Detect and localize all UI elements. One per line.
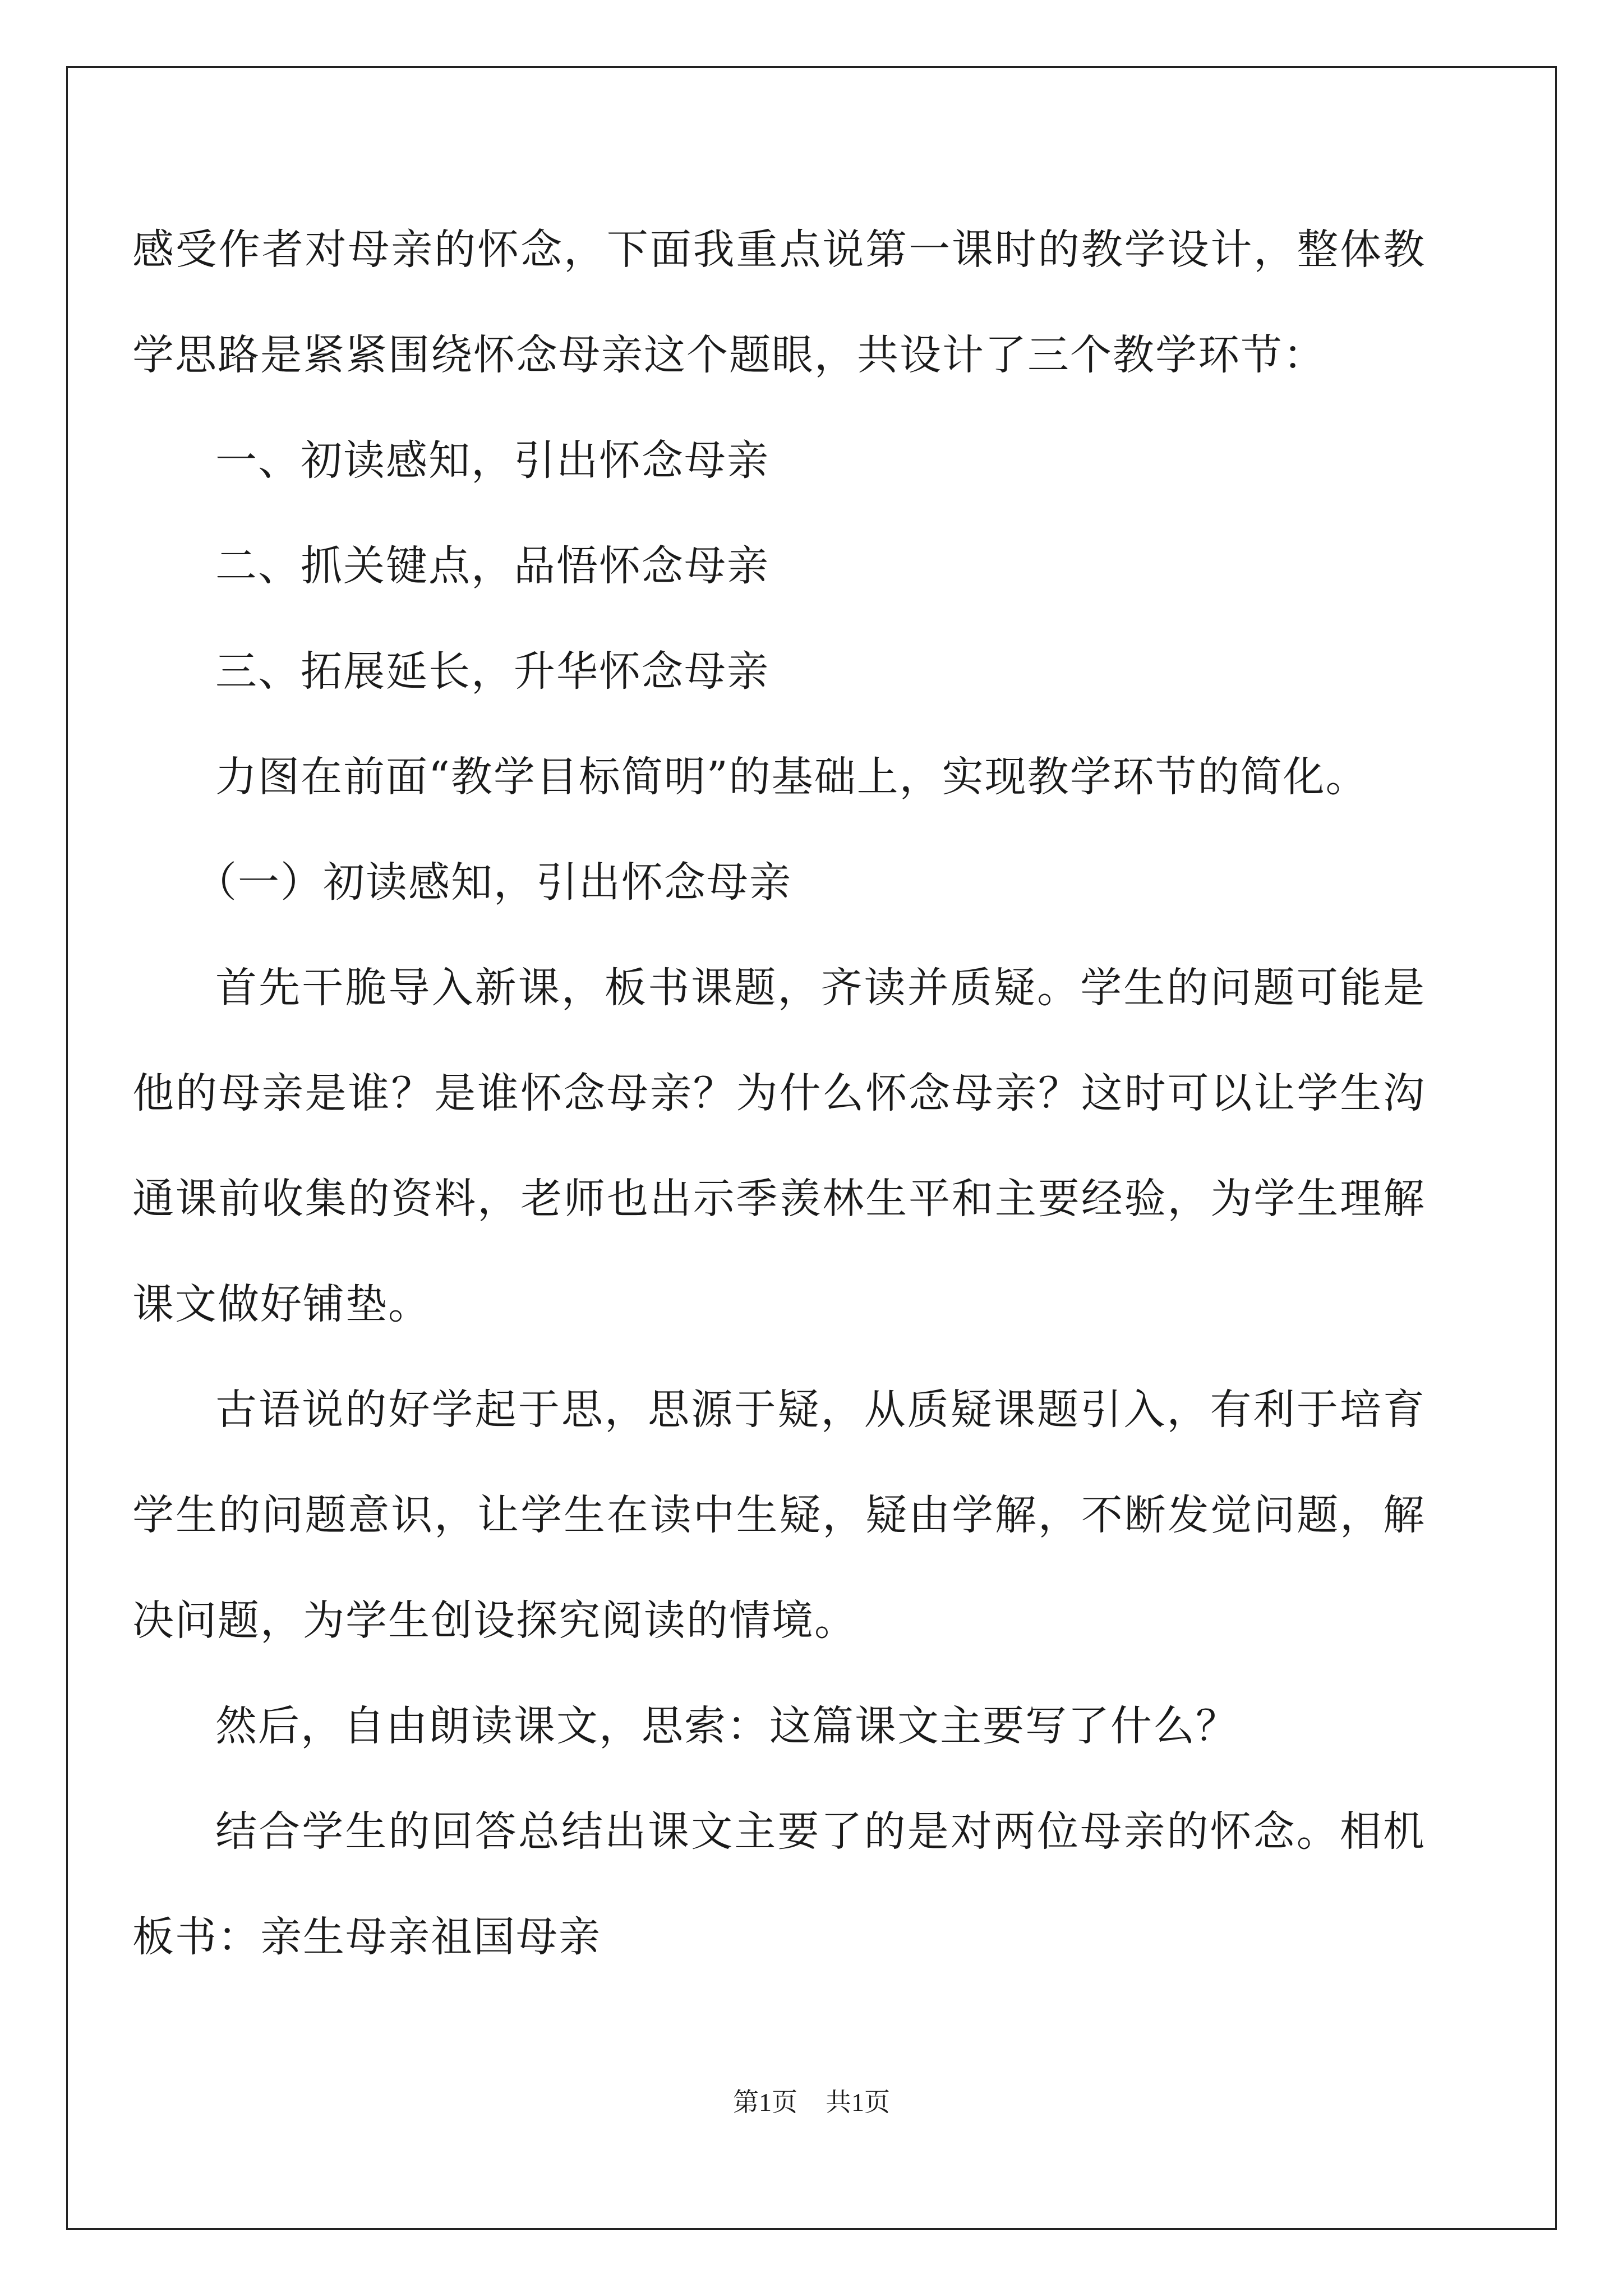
list-item-1: 一、初读感知，引出怀念母亲 — [215, 436, 769, 485]
text-line: 通课前收集的资料，老师也出示季羡林生平和主要经验，为学生理解 — [132, 1175, 1426, 1223]
page-footer — [0, 2086, 1623, 2119]
text-line: 结合学生的回答总结出课文主要了的是对两位母亲的怀念。相机 — [215, 1807, 1426, 1856]
text-line: 古语说的好学起于思，思源于疑，从质疑课题引入，有利于培育 — [215, 1386, 1426, 1434]
list-item-3: 三、拓展延长，升华怀念母亲 — [215, 647, 769, 696]
list-item-2: 二、抓关键点，品悟怀念母亲 — [215, 542, 769, 590]
text-line: 他的母亲是谁？是谁怀念母亲？为什么怀念母亲？这时可以让学生沟 — [132, 1069, 1426, 1117]
text-line: 板书：亲生母亲祖国母亲 — [132, 1913, 601, 1961]
text-line: 力图在前面“教学目标简明”的基础上，实现教学环节的简化。 — [215, 753, 1368, 801]
text-line: 感受作者对母亲的怀念，下面我重点说第一课时的教学设计，整体教 — [132, 226, 1426, 274]
text-line: 课文做好铺垫。 — [132, 1280, 431, 1328]
page-total: 共1页 — [826, 2088, 890, 2116]
text-line: 学生的问题意识，让学生在读中生疑，疑由学解，不断发觉问题，解 — [132, 1491, 1426, 1539]
section-heading: （一）初读感知，引出怀念母亲 — [195, 858, 792, 907]
text-line: 决问题，为学生创设探究阅读的情境。 — [132, 1596, 857, 1645]
page-number: 第1页 — [733, 2088, 797, 2116]
text-line: 然后，自由朗读课文，思索：这篇课文主要写了什么？ — [215, 1702, 1238, 1750]
page-border — [66, 66, 1557, 2230]
text-line: 学思路是紧紧围绕怀念母亲这个题眼，共设计了三个教学环节： — [132, 331, 1326, 379]
text-line: 首先干脆导入新课，板书课题，齐读并质疑。学生的问题可能是 — [215, 964, 1426, 1012]
